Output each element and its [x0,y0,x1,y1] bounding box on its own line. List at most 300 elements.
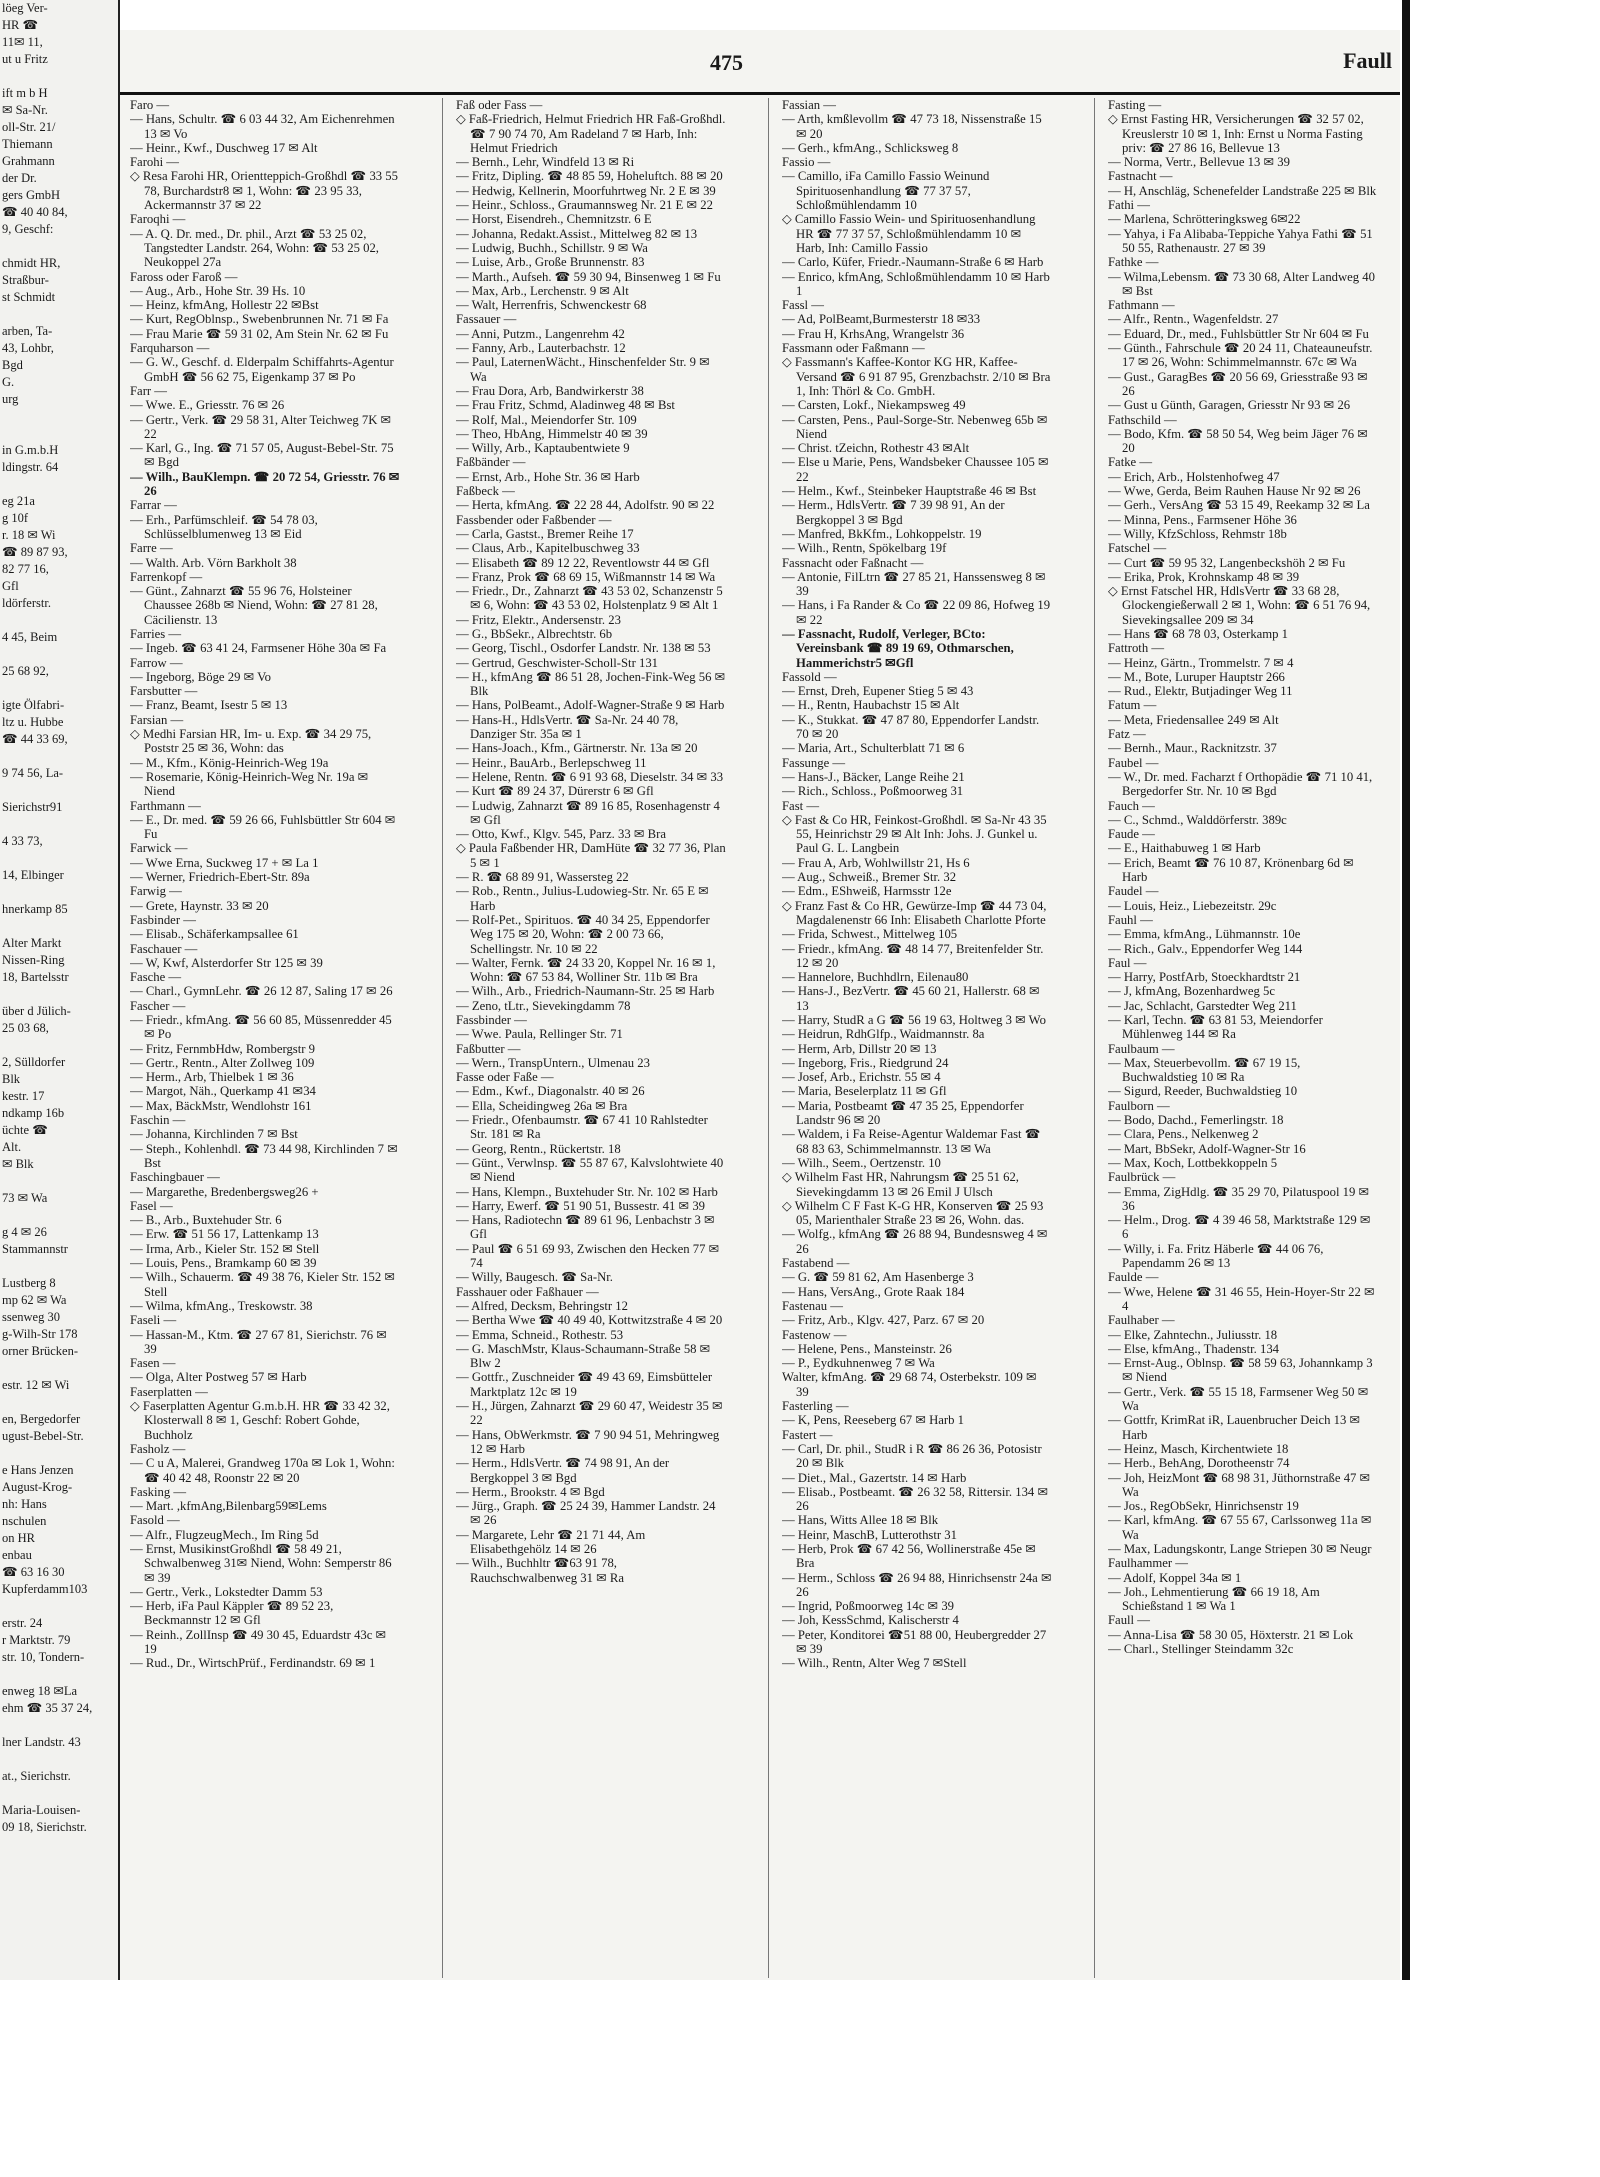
surname-heading: Faulhaber — [1108,1313,1175,1328]
directory-entry: — Theo, HbAng, Himmelstr 40 ✉ 39 [456,426,648,441]
directory-entry: — Wilma,Lebensm. ☎ 73 30 68, Alter Landweg 40 ✉ Bst [1108,269,1375,298]
directory-entry: — Emma, kfmAng., Lühmannstr. 10e [1108,927,1301,942]
directory-entry: — Luise, Arb., Große Brunnenstr. 83 [456,255,645,270]
directory-entry: — Gertr., Verk. ☎ 29 58 31, Alter Teichweg 7K ✉ 22 [130,412,392,441]
directory-entry: — Gertr., Verk. ☎ 55 15 18, Farmsener Weg 50 ✉ Wa [1108,1384,1369,1414]
directory-entry: — Meta, Friedensallee 249 ✉ Alt [1108,712,1279,727]
adjacent-page-text: kestr. 17 [2,1089,45,1103]
adjacent-page-text: Sierichstr91 [2,800,63,814]
directory-entry: — H, Anschläg, Schenefelder Landstraße 225 ✉ Blk [1108,183,1377,198]
directory-entry: — Georg, Rentn., Rückertstr. 18 [456,1141,621,1156]
adjacent-page-text: 4 33 73, [2,834,43,848]
adjacent-page-text: in G.m.b.H [2,443,59,457]
directory-entry: — Hans, PolBeamt., Adolf-Wagner-Straße 9 ✉ Harb [456,698,725,713]
surname-heading: Fauhl — [1108,912,1153,927]
directory-entry: — Fritz, Arb., Klgv. 427, Parz. 67 ✉ 20 [782,1313,985,1328]
surname-heading: Faross oder Faroß — [130,269,238,284]
adjacent-page-text: Thiemann [2,137,53,151]
adjacent-page-text: 4 45, Beim [2,630,58,644]
surname-heading: Faude — [1108,827,1155,842]
directory-entry: — C u A, Malerei, Grandweg 170a ✉ Lok 1, Wohn: ☎ 40 42 48, Roonstr 22 ✉ 20 [130,1456,395,1485]
adjacent-page-text [0,1598,118,1615]
adjacent-page-text: Kupferdamm103 [2,1582,88,1596]
directory-entry: — Carlo, Küfer, Friedr.-Naumann-Straße 6 ✉ Harb [782,255,1044,270]
directory-entry: — Ludwig, Buchh., Schillstr. 9 ✉ Wa [456,240,648,255]
directory-entry: — Erich, Beamt ☎ 76 10 87, Krönenbarg 6d ✉ Harb [1108,855,1354,885]
directory-entry: — Karl, kfmAng. ☎ 67 55 67, Carlssonweg 11a ✉ Wa [1108,1513,1372,1542]
surname-heading: Fast — [782,798,820,813]
directory-entry: — Gertr., Verk., Lokstedter Damm 53 [130,1584,323,1599]
directory-entry: — Bodo, Dachd., Femerlingstr. 18 [1108,1113,1284,1128]
directory-entry: — Max, BäckMstr, Wendlohstr 161 [130,1098,312,1113]
directory-entry: — Camillo, iFa Camillo Fassio Weinund Spirituosenhandlung ☎ 77 37 57, Schloßmühlendamm 10 [782,169,990,213]
directory-entry: — Frau Marie ☎ 59 31 02, Am Stein Nr. 62 ✉ Fu [130,326,389,341]
directory-entry: — M., Kfm., König-Heinrich-Weg 19a [130,755,329,770]
surname-heading: Fassbender oder Faßbender — [456,512,612,527]
adjacent-page-text: g-Wilh-Str 178 [2,1327,78,1341]
directory-entry: — K, Pens, Reeseberg 67 ✉ Harb 1 [782,1413,964,1428]
directory-entry: — Ingeborg, Fris., Riedgrund 24 [782,1055,949,1070]
directory-entry: — Hassan-M., Ktm. ☎ 27 67 81, Sierichstr. 76 ✉ 39 [130,1327,387,1356]
directory-entry: ◇ Medhi Farsian HR, Im- u. Exp. ☎ 34 29 75, Poststr 25 ✉ 36, Wohn: das [130,727,372,756]
adjacent-page-text [0,1666,118,1683]
directory-entry: — Mart. ,kfmAng,Bilenbarg59✉Lems [130,1499,327,1514]
directory-entry: — Friedr., Ofenbaumstr. ☎ 67 41 10 Rahlstedter Str. 181 ✉ Ra [456,1113,708,1142]
adjacent-page-text: 73 ✉ Wa [2,1191,48,1205]
surname-heading: Fasse oder Faße — [456,1070,554,1085]
directory-entry: — Frau Fritz, Schmd, Aladinweg 48 ✉ Bst [456,398,675,413]
page-header [120,42,1400,95]
directory-entry: — Günth., Fahrschule ☎ 20 24 11, Chateauneufstr. 17 ✉ 26, Wohn: Schimmelmannstr. 67c ✉ Wa [1108,341,1373,370]
directory-entry: — Hedwig, Kellnerin, Moorfuhrtweg Nr. 2 E ✉ 39 [456,183,716,198]
directory-entry: — Margot, Näh., Querkamp 41 ✉34 [130,1084,316,1099]
directory-entry: — Josef, Arb., Erichstr. 55 ✉ 4 [782,1070,941,1085]
surname-heading: Fassold — [782,669,837,684]
adjacent-page-text [0,646,118,663]
adjacent-page-text: ✉ Blk [2,1157,34,1171]
directory-entry: — Paul, LaternenWächt., Hinschenfelder Str. 9 ✉ Wa [456,355,710,384]
directory-entry: — Ernst, Dreh, Eupener Stieg 5 ✉ 43 [782,684,974,699]
surname-heading: Fathi — [1108,198,1150,213]
adjacent-page-text: 25 68 92, [2,664,49,678]
directory-entry: — Heinr., BauArb., Berlepschweg 11 [456,755,647,770]
surname-heading: Faulde — [1108,1270,1159,1285]
directory-entry: — Maria, Postbeamt ☎ 47 35 25, Eppendorfer Landstr 96 ✉ 20 [782,1098,1024,1128]
adjacent-page-text [0,748,118,765]
directory-entry: ◇ Faserplatten Agentur G.m.b.H. HR ☎ 33 42 32, Klosterwall 8 ✉ 1, Geschf: Robert Gohde, Buchholz [130,1399,390,1442]
directory-entry: — Georg, Tischl., Osdorfer Landstr. Nr. 138 ✉ 53 [456,641,711,656]
directory-entry: — Hans-Joach., Kfm., Gärtnerstr. Nr. 13a ✉ 20 [456,741,698,756]
surname-heading: Fatschel — [1108,541,1167,556]
directory-entry: — Herm., Arb, Thielbek 1 ✉ 36 [130,1070,294,1085]
adjacent-page-text: lner Landstr. 43 [2,1735,81,1749]
surname-heading: Fassian — [782,98,836,112]
adjacent-page-text: 18, Bartelsstr [2,970,69,984]
directory-entry: — Heinr., Kwf., Duschweg 17 ✉ Alt [130,140,318,155]
page-number: 475 [710,50,743,75]
adjacent-page-text [0,680,118,697]
adjacent-page-text: eg 21a [2,494,35,508]
directory-entry: — G. ☎ 59 81 62, Am Hasenberge 3 [782,1270,974,1285]
adjacent-page-text: üchte ☎ [2,1123,48,1137]
surname-heading: Fauch — [1108,798,1155,813]
directory-entry: — Jürg., Graph. ☎ 25 24 39, Hammer Landstr. 24 ✉ 26 [456,1499,716,1528]
adjacent-page-text: at., Sierichstr. [2,1769,71,1783]
directory-entry: — Maria, Beselerplatz 11 ✉ Gfl [782,1084,947,1099]
directory-entry: — Mart, BbSekr, Adolf-Wagner-Str 16 [1108,1141,1306,1156]
directory-entry: — Gerh., kfmAng., Schlicksweg 8 [782,140,959,155]
surname-heading: Faßbutter — [456,1041,521,1056]
surname-heading: Fatz — [1108,727,1146,742]
adjacent-page-text: orner Brücken- [2,1344,79,1358]
directory-entry: — Joh, HeizMont ☎ 68 98 31, Jüthornstraße 47 ✉ Wa [1108,1470,1371,1499]
directory-entry: — Frau H, KrhsAng, Wrangelstr 36 [782,326,965,341]
directory-entry: — H., kfmAng ☎ 86 51 28, Jochen-Fink-Weg 56 ✉ Blk [456,669,726,699]
adjacent-page-text: ✉ Sa-Nr. [2,103,48,117]
adjacent-page-text: ndkamp 16b [2,1106,65,1120]
surname-heading: Farwick — [130,841,188,856]
surname-heading: Farrar — [130,498,177,513]
directory-entry: — Bodo, Kfm. ☎ 58 50 54, Weg beim Jäger 76 ✉ 20 [1108,426,1368,456]
adjacent-page-text [0,782,118,799]
surname-heading: Fatke — [1108,455,1153,470]
directory-entry: — Ludwig, Zahnarzt ☎ 89 16 85, Rosenhagenstr 4 ✉ Gfl [456,798,720,827]
adjacent-page-text: ☎ 40 40 84, [2,205,68,219]
directory-entry: — Ingeborg, Böge 29 ✉ Vo [130,669,272,684]
adjacent-page-text: 11✉ 11, [2,35,43,49]
surname-heading: Faßbeck — [456,484,515,499]
surname-heading: Fasshauer oder Faßhauer — [456,1284,599,1299]
directory-entry: — Edm., Kwf., Diagonalstr. 40 ✉ 26 [456,1084,645,1099]
adjacent-page-text [0,1037,118,1054]
surname-heading: Faschin — [130,1113,186,1128]
directory-entry: — Diet., Mal., Gazertstr. 14 ✉ Harb [782,1470,967,1485]
directory-entry: — Franz, Prok ☎ 68 69 15, Wißmannstr 14 ✉ Wa [456,569,716,584]
directory-entry: — Kurt ☎ 89 24 37, Dürerstr 6 ✉ Gfl [456,784,654,799]
directory-entry: ◇ Faß-Friedrich, Helmut Friedrich HR Faß-Großhdl. ☎ 7 90 74 70, Am Radeland 7 ✉ Harb, Inh: Helmut Friedrich [456,112,726,155]
directory-entry: — Wilh., BauKlempn. ☎ 20 72 54, Griesstr. 76 ✉ 26 [130,469,400,499]
directory-entry: — Heinz, Gärtn., Trommelstr. 7 ✉ 4 [1108,655,1294,670]
directory-entry: — Max, Ladungskontr, Lange Striepen 30 ✉ Neugr [1108,1541,1372,1556]
surname-heading: Farrenkopf — [130,569,203,584]
directory-entry: — R. ☎ 68 89 91, Wassersteg 22 [456,870,629,885]
directory-entry: — Erika, Prok, Krohnskamp 48 ✉ 39 [1108,569,1300,584]
directory-entry: — Minna, Pens., Farmsener Höhe 36 [1108,512,1297,527]
surname-heading: Fassunge — [782,755,846,770]
directory-entry: — Maria, Art., Schulterblatt 71 ✉ 6 [782,741,965,756]
directory-entry: — Willy, KfzSchloss, Rehmstr 18b [1108,526,1287,541]
directory-entry: — Olga, Alter Postweg 57 ✉ Harb [130,1370,307,1385]
directory-entry: — Bernh., Lehr, Windfeld 13 ✉ Ri [456,155,635,170]
directory-entry: — Else u Marie, Pens, Wandsbeker Chaussee 105 ✉ 22 [782,455,1049,484]
adjacent-page-text: 9 74 56, La- [2,766,64,780]
directory-entry: — Hans, ObWerkmstr. ☎ 7 90 94 51, Mehringweg 12 ✉ Harb [456,1427,720,1456]
directory-entry: — Louis, Heiz., Liebezeitstr. 29c [1108,898,1277,913]
directory-entry: — Wilma, kfmAng., Treskowstr. 38 [130,1298,313,1313]
directory-entry: — Ingrid, Poßmoorweg 14c ✉ 39 [782,1599,955,1614]
directory-entry: — Helm., Kwf., Steinbeker Hauptstraße 46 ✉ Bst [782,484,1037,499]
directory-entry: — Johanna, Kirchlinden 7 ✉ Bst [130,1127,298,1142]
adjacent-page-text: on HR [2,1531,35,1545]
adjacent-page-text: Maria-Louisen- [2,1803,81,1817]
column-divider [442,98,443,1978]
directory-entry: — W, Kwf, Alsterdorfer Str 125 ✉ 39 [130,955,323,970]
directory-entry: — Claus, Arb., Kapitelbuschweg 33 [456,541,640,556]
surname-heading: Fassnacht oder Faßnacht — [782,555,924,570]
surname-heading: Fassio — [782,155,831,170]
directory-entry: — Herm., Schloss ☎ 26 94 88, Hinrichsenstr 24a ✉ 26 [782,1570,1052,1599]
directory-entry: — Carsten, Lokf., Niekampsweg 49 [782,398,966,413]
surname-heading: Faroqhi — [130,212,186,227]
adjacent-page-text: ut u Fritz [2,52,48,66]
surname-heading: Faubel — [1108,755,1159,770]
directory-entry: — Wern., TranspUntern., Ulmenau 23 [456,1055,650,1070]
surname-heading: Fathschild — [1108,412,1177,427]
directory-entry: — Max, Arb., Lerchenstr. 9 ✉ Alt [456,283,629,298]
directory-entry: — Wilh., Seem., Oertzenstr. 10 [782,1155,941,1170]
directory-entry: — Marth., Aufseh. ☎ 59 30 94, Binsenweg 1 ✉ Fu [456,269,721,284]
directory-entry: — Bertha Wwe ☎ 40 49 40, Kottwitzstraße 4 ✉ 20 [456,1313,723,1328]
directory-entry: — Wilh., Buchhltr ☎63 91 78, Rauchschwalbenweg 31 ✉ Ra [456,1556,625,1585]
directory-entry: — Heidrun, RdhGlfp., Waidmannstr. 8a [782,1027,985,1042]
adjacent-page-text [0,612,118,629]
directory-entry: — Aug., Schweiß., Bremer Str. 32 [782,870,957,885]
directory-entry: — Gertr., Rentn., Alter Zollweg 109 [130,1055,315,1070]
surname-heading: Fassmann oder Faßmann — [782,341,925,356]
directory-entry: — Arth, kmßlevollm ☎ 47 73 18, Nissenstraße 15 ✉ 20 [782,112,1042,141]
directory-entry: — Sigurd, Reeder, Buchwaldstieg 10 [1108,1084,1298,1099]
directory-entry: — Gust u Günth, Garagen, Griesstr Nr 93 ✉ 26 [1108,398,1351,413]
surname-heading: Faulbrück — [1108,1170,1176,1185]
directory-entry: — Anna-Lisa ☎ 58 30 05, Höxterstr. 21 ✉ Lok [1108,1627,1354,1642]
directory-entry: — M., Bote, Luruper Hauptstr 266 [1108,669,1285,684]
adjacent-page-text: HR ☎ [2,18,39,32]
directory-entry: — Carsten, Pens., Paul-Sorge-Str. Nebenweg 65b ✉ Niend [782,412,1048,441]
surname-heading: Farre — [130,541,173,556]
directory-entry: ◇ Franz Fast & Co HR, Gewürze-Imp ☎ 44 73 04, Magdalenenstr 66 Inh: Elisabeth Charlotte Pforte [782,898,1047,927]
adjacent-page-text [0,1717,118,1734]
adjacent-page-text: 09 18, Sierichstr. [2,1820,87,1834]
adjacent-page-text [0,1207,118,1224]
surname-heading: Fascher — [130,998,186,1013]
directory-entry: ◇ Paula Faßbender HR, DamHüte ☎ 32 77 36, Plan 5 ✉ 1 [456,841,726,870]
surname-heading: Fassl — [782,298,824,313]
adjacent-page-text: 14, Elbinger [2,868,64,882]
directory-entry: — Hannelore, Buchhdlrn, Eilenau80 [782,970,969,985]
directory-entry: — G. MaschMstr, Klaus-Schaumann-Straße 58 ✉ Blw 2 [456,1341,711,1371]
directory-entry: — Willy, Arb., Kaptaubentwiete 9 [456,441,630,456]
surname-heading: Fathke — [1108,255,1159,270]
column-1 [130,98,400,1978]
directory-entry: — Fritz, Elektr., Andersenstr. 23 [456,612,621,627]
directory-entry: — Wwe, Helene ☎ 31 46 55, Hein-Hoyer-Str 22 ✉4 [1108,1284,1375,1313]
directory-entry: — Herb, iFa Paul Käppler ☎ 89 52 23, Beckmannstr 12 ✉ Gfl [130,1599,334,1628]
directory-entry: — Erw. ☎ 51 56 17, Lattenkamp 13 [130,1227,319,1242]
directory-entry: — Clara, Pens., Nelkenweg 2 [1108,1127,1259,1142]
directory-entry: — Helm., Drog. ☎ 4 39 46 58, Marktstraße 129 ✉ 6 [1108,1213,1371,1242]
adjacent-page-text: hnerkamp 85 [2,902,68,916]
directory-entry: — Hans, Radiotechn ☎ 89 61 96, Lenbachstr 3 ✉ Gfl [456,1213,715,1242]
directory-entry: — Frau A, Arb, Wohlwillstr 21, Hs 6 [782,855,970,870]
directory-entry: ◇ Wilhelm C F Fast K-G HR, Konserven ☎ 25 93 05, Marienthaler Straße 23 ✉ 26, Wohn. das. [782,1198,1044,1228]
directory-entry: — Helene, Pens., Mansteinstr. 26 [782,1341,952,1356]
directory-entry: ◇ Ernst Fasting HR, Versicherungen ☎ 32 57 02, Kreuslerstr 10 ✉ 1, Inh: Ernst u Norma Fasting priv: ☎ 27 86 16, Bellevue 13 [1108,112,1364,155]
adjacent-page-text: ssenweg 30 [2,1310,60,1324]
directory-entry: — Heinz, kfmAng, Hollestr 22 ✉Bst [130,298,319,313]
directory-entry: — E., Dr. med. ☎ 59 26 66, Fuhlsbüttler Str 604 ✉ Fu [130,812,396,842]
directory-entry: — Herm., HdlsVertr. ☎ 74 98 91, An der Bergkoppel 3 ✉ Bgd [456,1456,670,1485]
directory-entry: — Fritz, Dipling. ☎ 48 85 59, Hoheluftch. 88 ✉ 20 [456,169,723,184]
directory-entry: — Frida, Schwest., Mittelweg 105 [782,927,958,942]
directory-entry: — Anni, Putzm., Langenrehm 42 [456,326,625,341]
column-3 [782,98,1052,1978]
directory-entry: — Karl, G., Ing. ☎ 71 57 05, August-Bebel-Str. 75 ✉ Bgd [130,441,394,470]
adjacent-page-text: ☎ 63 16 30 [2,1565,65,1579]
directory-entry: — Hans, Witts Allee 18 ✉ Blk [782,1513,939,1528]
surname-heading: Fattroth — [1108,641,1165,656]
directory-entry: — Jos., RegObSekr, Hinrichsenstr 19 [1108,1499,1299,1514]
directory-entry: — Hans, Schultr. ☎ 6 03 44 32, Am Eichenrehmen 13 ✉ Vo [130,112,395,141]
adjacent-page-text: nh: Hans [2,1497,47,1511]
column-divider [768,98,769,1978]
adjacent-page-text: gers GmbH [2,188,60,202]
directory-entry: — Hans, VersAng., Grote Raak 184 [782,1284,965,1299]
adjacent-page-text: r. 18 ✉ Wi [2,528,56,542]
directory-entry: — Carl, Dr. phil., StudR i R ☎ 86 26 36, Potosistr 20 ✉ Blk [782,1441,1042,1471]
surname-heading: Fasbinder — [130,912,196,927]
directory-entry: — Max, Koch, Lottbekkoppeln 5 [1108,1155,1278,1170]
adjacent-page-text [0,884,118,901]
adjacent-page-text: August-Krog- [2,1480,73,1494]
surname-heading: Fastert — [782,1427,833,1442]
directory-entry: — Alfred, Decksm, Behringstr 12 [456,1298,628,1313]
directory-entry: — E., Haithabuweg 1 ✉ Harb [1108,841,1261,856]
directory-entry: — B., Arb., Buxtehuder Str. 6 [130,1213,282,1228]
directory-entry: — Reinh., ZollInsp ☎ 49 30 45, Eduardstr 43c ✉ 19 [130,1627,387,1657]
adjacent-page-text: r Marktstr. 79 [2,1633,71,1647]
adjacent-page-text: ldingstr. 64 [2,460,59,474]
directory-entry: — Rud., Elektr, Butjadinger Weg 11 [1108,684,1293,699]
directory-entry: — Peter, Konditorei ☎51 88 00, Heubergredder 27 ✉ 39 [782,1627,1047,1657]
directory-entry: — Hans-J., Bäcker, Lange Reihe 21 [782,769,965,784]
directory-entry: — Carla, Gastst., Bremer Reihe 17 [456,526,634,541]
directory-entry: — Eduard, Dr., med., Fuhlsbüttler Str Nr 604 ✉ Fu [1108,326,1369,341]
surname-heading: Farr — [130,383,167,398]
directory-entry: — J, kfmAng, Bozenhardweg 5c [1108,984,1276,999]
adjacent-page-text: ift m b H [2,86,48,100]
column-2 [456,98,726,1978]
surname-heading: Fastnacht — [1108,169,1173,184]
directory-entry: — G. W., Geschf. d. Elderpalm Schiffahrts-Agentur GmbH ☎ 56 62 75, Eigenkamp 37 ✉ Po [130,355,394,384]
directory-entry: — Walth. Arb. Vörn Barkholt 38 [130,555,297,570]
adjacent-page-text: 2, Sülldorfer [2,1055,66,1069]
directory-entry: — Charl., Stellinger Steindamm 32c [1108,1642,1294,1657]
directory-entry: — Rolf-Pet., Spirituos. ☎ 40 34 25, Eppendorfer Weg 175 ✉ 20, Wohn: ☎ 2 00 73 66, Schellingstr. Nr. 10 ✉ 22 [456,912,710,956]
adjacent-page-text [0,425,118,442]
directory-entry: — Elisab., Postbeamt. ☎ 26 32 58, Rittersir. 134 ✉ 26 [782,1484,1049,1514]
adjacent-page-text: arben, Ta- [2,324,53,338]
adjacent-page-text [0,408,118,425]
adjacent-page-text: nschulen [2,1514,47,1528]
column-4 [1108,98,1378,1978]
directory-entry: — W., Dr. med. Facharzt f Orthopädie ☎ 71 10 41, Bergedorfer Str. Nr. 10 ✉ Bgd [1108,769,1373,799]
surname-heading: Faschauer — [130,941,198,956]
surname-heading: Fasholz — [130,1441,186,1456]
surname-heading: Fastenau — [782,1298,843,1313]
surname-heading: Farrow — [130,655,183,670]
directory-entry: — Antonie, FilLtrn ☎ 27 85 21, Hanssensweg 8 ✉ 39 [782,569,1046,599]
directory-entry: — Kurt, RegOblnsp., Swebenbrunnen Nr. 71 ✉ Fa [130,312,389,327]
directory-entry: — Gottfr., Zuschneider ☎ 49 43 69, Eimsbütteler Marktplatz 12c ✉ 19 [456,1370,713,1399]
directory-entry: — Gottfr, KrimRat iR, Lauenbrucher Deich 13 ✉ Harb [1108,1413,1361,1442]
directory-entry: — Walter, Fernk. ☎ 24 33 20, Koppel Nr. 16 ✉ 1, Wohn: ☎ 67 53 84, Wolliner Str. 11b ✉ Bra [456,955,716,985]
adjacent-page-fragment [0,0,120,1980]
directory-entry: — C., Schmd., Walddörferstr. 389c [1108,812,1287,827]
surname-heading: Fastabend — [782,1256,850,1271]
adjacent-page-text: mp 62 ✉ Wa [2,1293,67,1307]
directory-entry: — Wilh., Arb., Friedrich-Naumann-Str. 25 ✉ Harb [456,984,715,999]
directory-entry: — Herm., Brookstr. 4 ✉ Bgd [456,1484,605,1499]
surname-heading: Fasche — [130,970,182,985]
directory-entry: — Herb, Prok ☎ 67 42 56, Wollinerstraße 45e ✉ Bra [782,1541,1036,1571]
directory-entry: — Gerh., VersAng ☎ 53 15 49, Reekamp 32 ✉ La [1108,498,1370,513]
directory-entry: — Hans, Klempn., Buxtehuder Str. Nr. 102 ✉ Harb [456,1184,718,1199]
adjacent-page-text: Alter Markt [2,936,62,950]
adjacent-page-text: 9, Geschf: [2,222,54,236]
adjacent-page-text: g 4 ✉ 26 [2,1225,47,1239]
directory-columns [120,98,1400,1978]
directory-entry: — Elisab., Schäferkampsallee 61 [130,927,299,942]
directory-entry: — Joh., Lehmentierung ☎ 66 19 18, Am Schießstand 1 ✉ Wa 1 [1108,1584,1320,1614]
column-divider [1094,98,1095,1978]
adjacent-page-text [0,918,118,935]
surname-heading: Fasen — [130,1356,176,1371]
adjacent-page-text: erstr. 24 [2,1616,43,1630]
adjacent-page-text [0,1394,118,1411]
surname-heading: Farries — [130,626,182,641]
directory-entry: — Helene, Rentn. ☎ 6 91 93 68, Dieselstr. 34 ✉ 33 [456,769,724,784]
directory-entry: — Friedr., kfmAng. ☎ 56 60 85, Müssenredder 45 ✉ Po [130,1013,392,1042]
directory-entry: — Max, Steuerbevollm. ☎ 67 19 15, Buchwaldstieg 10 ✉ Ra [1108,1055,1301,1085]
adjacent-page-text [0,1258,118,1275]
surname-heading: Faulhammer — [1108,1556,1188,1571]
directory-entry: — P., Eydkuhnenweg 7 ✉ Wa [782,1356,935,1371]
directory-entry: — Grete, Haynstr. 33 ✉ 20 [130,898,269,913]
page-binding-edge [1402,0,1410,1980]
adjacent-page-text: ☎ 89 87 93, [2,545,68,559]
adjacent-page-text: g 10f [2,511,29,525]
directory-entry: — Hans-J., BezVertr. ☎ 45 60 21, Hallerstr. 68 ✉ 13 [782,984,1040,1013]
directory-entry: — Elisabeth ☎ 89 12 22, Reventlowstr 44 ✉ Gfl [456,555,710,570]
directory-entry: — Paul ☎ 6 51 69 93, Zwischen den Hecken 77 ✉ 74 [456,1241,720,1271]
adjacent-page-text: st Schmidt [2,290,56,304]
adjacent-page-text: Stammannstr [2,1242,68,1256]
surname-heading: Faseli — [130,1313,177,1328]
directory-entry: — Horst, Eisendreh., Chemnitzstr. 6 E [456,212,652,227]
adjacent-page-text [0,850,118,867]
adjacent-page-text: e Hans Jenzen [2,1463,74,1477]
surname-heading: Fasterling — [782,1399,849,1414]
adjacent-page-text: der Dr. [2,171,37,185]
directory-entry: — Wolfg., kfmAng ☎ 26 88 94, Bundesnsweg 4 ✉ 26 [782,1227,1048,1256]
directory-entry: ◇ Resa Farohi HR, Orientteppich-Großhdl ☎ 33 55 78, Burchardstr8 ✉ 1, Wohn: ☎ 23 95 33, Ackermannstr 37 ✉ 22 [130,169,398,213]
directory-entry: — Walt, Herrenfris, Schwenckestr 68 [456,298,647,313]
directory-entry: — Adolf, Koppel 34a ✉ 1 [1108,1570,1242,1585]
adjacent-page-text: Lustberg 8 [2,1276,56,1290]
surname-heading: Fasking — [130,1484,187,1499]
directory-entry: — Ernst-Aug., Oblnsp. ☎ 58 59 63, Johannkamp 3 ✉ Niend [1108,1356,1373,1385]
adjacent-page-text [0,986,118,1003]
